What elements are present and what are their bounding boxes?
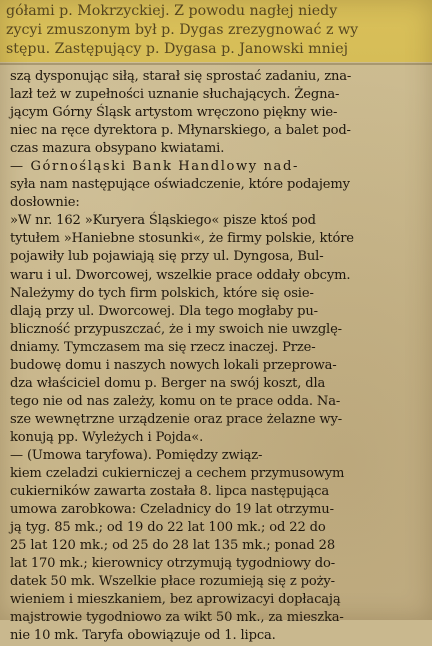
text-line: czas mazura obsypano kwiatami. <box>10 141 225 157</box>
text-line: dza właściciel domu p. Berger na swój koszt, dla <box>10 375 326 391</box>
text-line: ją tyg. 85 mk.; od 19 do 22 lat 100 mk.; od 22 do <box>10 520 326 536</box>
text-line: cukierników zawarta została 8. lipca następująca <box>10 484 329 500</box>
text-line: lazł też w zupełności uznanie słuchających. Żegna- <box>10 87 340 103</box>
text-line: datek 50 mk. Wszelkie płace rozumieją się z poży- <box>10 574 335 590</box>
text-line: tytułem »Haniebne stosunki«, że firmy polskie, które <box>10 231 354 247</box>
text-line: konują pp. Wyleżych i Pojda«. <box>10 429 204 445</box>
text-line: »W nr. 162 »Kuryera Śląskiego« pisze ktoś pod <box>10 213 316 229</box>
text-line: niec na ręce dyrektora p. Młynarskiego, a balet pod- <box>10 123 351 139</box>
text-line: pojawiły lub pojawiają się przy ul. Dyngosa, Bul- <box>10 249 324 265</box>
text-line: szą dysponując siłą, starał się sprostać zadaniu, zna- <box>10 69 352 84</box>
text-line: dniamy. Tymczasem ma się rzecz inaczej. Prze- <box>10 339 316 355</box>
text-line: sze wewnętrzne urządzenie oraz prace żelazne wy- <box>10 411 343 427</box>
text-line: jącym Górny Śląsk artystom wręczono piękny wie- <box>10 105 338 121</box>
strip-line: stępu. Zastępujący p. Dygasa p. Janowski mniej <box>6 41 349 57</box>
section-heading-tariff: — (Umowa taryfowa). Pomiędzy związ- <box>10 447 263 463</box>
strip-line: gółami p. Mokrzyckiej. Z powodu nagłej niedy <box>6 3 338 19</box>
text-line: 25 lat 120 mk.; od 25 do 28 lat 135 mk.; ponad 28 <box>10 538 336 554</box>
text-line: dlają przy ul. Dworcowej. Dla tego mogłaby pu- <box>10 303 318 319</box>
text-line: syła nam następujące oświadczenie, które podajemy <box>10 177 350 193</box>
text-line: Należymy do tych firm polskich, które się osie- <box>10 285 314 301</box>
text-line: budowę domu i naszych nowych lokali przeprowa- <box>10 357 337 373</box>
text-line: bliczność przypuszczać, że i my swoich nie uwzglę- <box>10 321 342 337</box>
text-line: nie 10 mk. Taryfa obowiązuje od 1. lipca. <box>10 628 276 644</box>
highlighted-previous-column-strip <box>0 0 432 62</box>
text-line: dosłownie: <box>10 195 80 211</box>
article-body <box>10 68 422 646</box>
text-line: waru i ul. Dworcowej, wszelkie prace oddały obcym. <box>10 267 351 283</box>
text-line: wieniem i mieszkaniem, bez aprowizacyi dopłacają <box>10 592 341 608</box>
strip-line: zycyi zmuszonym był p. Dygas zrezygnować z wy <box>6 22 359 38</box>
text-line: lat 170 mk.; kierownicy otrzymują tygodniowy do- <box>10 556 336 572</box>
text-line: tego nie od nas zależy, komu on te prace odda. Na- <box>10 393 341 409</box>
column-divider <box>0 63 432 65</box>
text-line: umowa zarobkowa: Czeladnicy do 19 lat otrzymu- <box>10 502 334 518</box>
text-line: majstrowie tygodniowo za wikt 50 mk., za mieszka- <box>10 610 344 626</box>
section-heading-bank: — Górnośląski Bank Handlowy nad- <box>10 159 299 175</box>
text-line: kiem czeladzi cukierniczej a cechem przymusowym <box>10 466 345 482</box>
